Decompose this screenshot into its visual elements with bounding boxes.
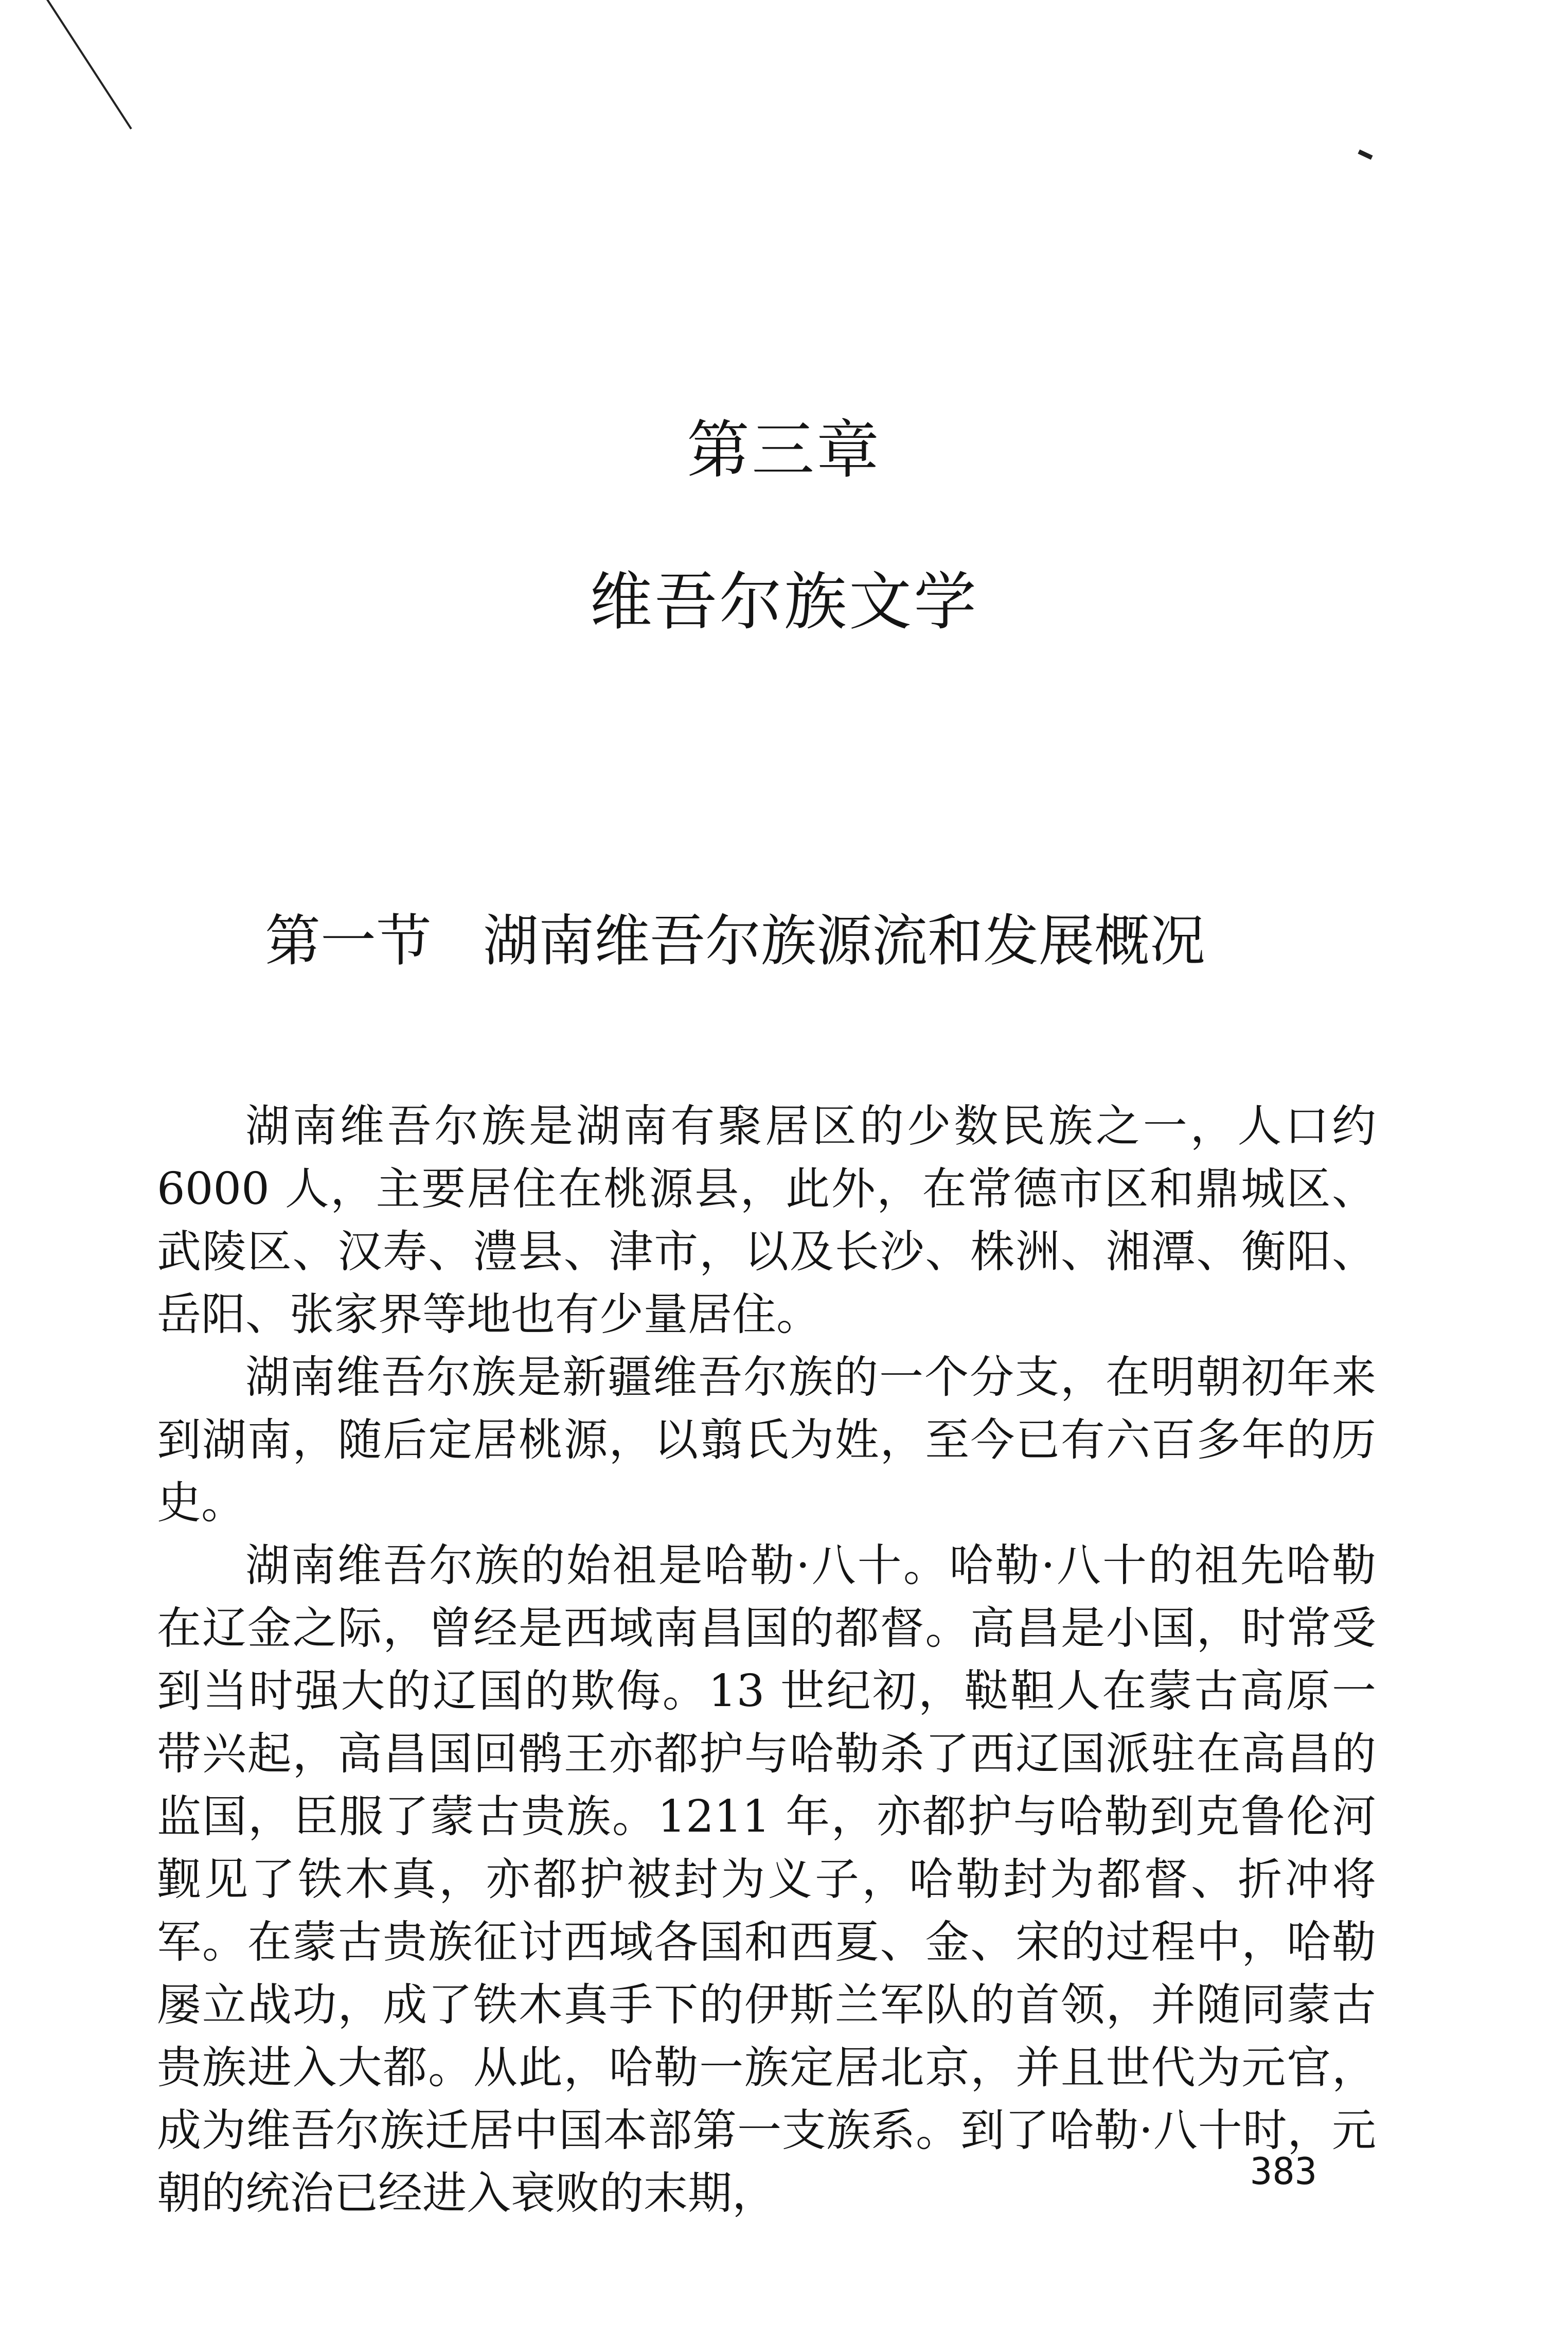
paragraph: 湖南维吾尔族是湖南有聚居区的少数民族之一，人口约 6000 人，主要居住在桃源县，此外，在常德市区和鼎城区、武陵区、汉寿、澧县、津市，以及长沙、株洲、湘潭、衡阳、岳阳、张家界等地也有少量居住。 — [157, 1101, 1376, 1340]
scan-artifact-mark — [1358, 150, 1373, 160]
section-title: 湖南维吾尔族源流和发展概况 — [483, 909, 1206, 973]
section-number: 第一节 — [265, 909, 432, 973]
section-heading — [265, 906, 1448, 978]
scan-artifact-line — [46, 0, 132, 130]
body-text — [157, 1095, 1376, 2225]
chapter-title: 维吾尔族文学 — [590, 565, 978, 638]
paragraph: 湖南维吾尔族是新疆维吾尔族的一个分支，在明朝初年来到湖南，随后定居桃源，以翦氏为姓，至今已有六百多年的历史。 — [157, 1352, 1376, 1529]
paragraph: 湖南维吾尔族的始祖是哈勒·八十。哈勒·八十的祖先哈勒在辽金之际，曾经是西域南昌国的都督。高昌是小国，时常受到当时强大的辽国的欺侮。13 世纪初，鞑靼人在蒙古高原一带兴起，高昌国回鹘王亦都护与哈勒杀了西辽国派驻在高昌的监国，臣服了蒙古贵族。1211 年，亦都护与哈勒到克鲁伦河觐见了铁木真，亦都护被封为义子，哈勒封为都督、折冲将军。在蒙古贵族征讨西域各国和西夏、金、宋的过程中，哈勒屡立战功，成了铁木真手下的伊斯兰军队的首领，并随同蒙古贵族进入大都。从此，哈勒一族定居北京，并且世代为元官，成为维吾尔族迁居中国本部第一支族系。到了哈勒·八十时，元朝的统治已经进入衰败的末期， — [157, 1540, 1376, 2219]
page-number: 383 — [1250, 2150, 1317, 2193]
chapter-number: 第三章 — [687, 414, 881, 487]
